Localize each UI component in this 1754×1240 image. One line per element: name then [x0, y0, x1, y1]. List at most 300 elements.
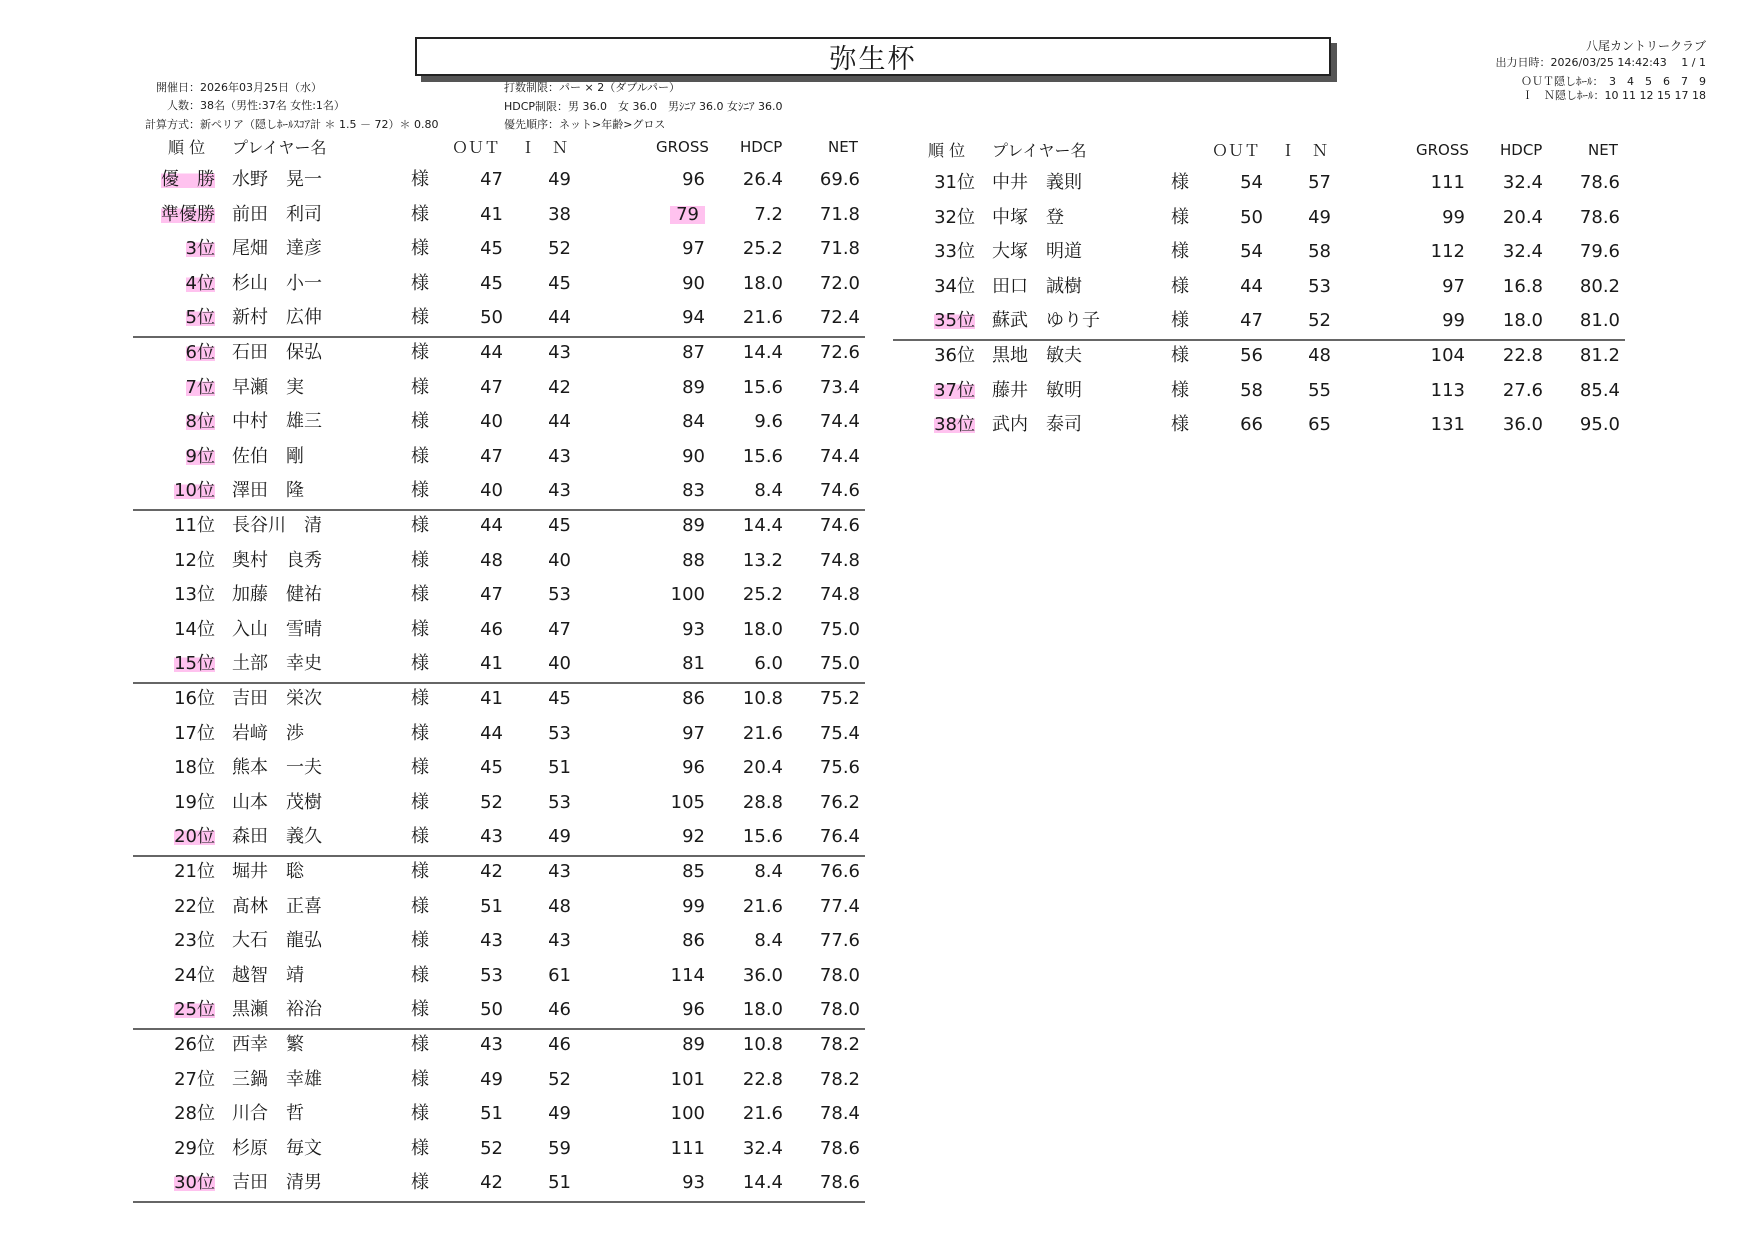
- cell-in: 55: [1308, 379, 1331, 401]
- cell-gross: 114: [670, 964, 705, 986]
- table-row: [893, 168, 1625, 202]
- cell-in: 44: [548, 411, 571, 433]
- honorific: 様: [411, 480, 429, 502]
- cell-gross: 88: [682, 549, 705, 571]
- cell-name: 森田 義久: [232, 826, 322, 848]
- out-hidden-holes: ＯＵＴ隠しﾎｰﾙ： 3 4 5 6 7 9: [1521, 75, 1706, 88]
- cell-name: 中井 義則: [992, 172, 1082, 193]
- cell-in: 49: [548, 1103, 571, 1125]
- cell-out: 44: [480, 342, 503, 363]
- col-in: Ｉ Ｎ: [1280, 141, 1329, 160]
- cell-name: 吉田 清男: [232, 1172, 322, 1194]
- cell-gross: 89: [682, 376, 705, 398]
- table-row: [133, 303, 865, 337]
- cell-gross: 97: [682, 238, 705, 260]
- cell-name: 奥村 良秀: [232, 549, 322, 571]
- cell-rank: 準優勝: [161, 203, 215, 225]
- cell-hdcp: 32.4: [742, 1137, 783, 1159]
- table-row: [133, 407, 865, 441]
- cell-hdcp: 20.4: [1502, 206, 1543, 228]
- cell-rank: 28位: [174, 1103, 215, 1125]
- honorific: 様: [1171, 172, 1189, 193]
- cell-name: 大石 龍弘: [232, 930, 322, 952]
- cell-rank: 25位: [174, 999, 215, 1021]
- cell-hdcp: 8.4: [754, 861, 783, 882]
- cell-in: 48: [1308, 345, 1331, 366]
- cell-rank: 8位: [185, 411, 215, 433]
- cell-out: 45: [480, 757, 503, 779]
- cell-name: 岩﨑 渉: [232, 722, 304, 744]
- cell-net: 81.2: [1579, 345, 1620, 366]
- table-row: [133, 822, 865, 856]
- cell-out: 43: [480, 1034, 503, 1055]
- table-row: [133, 580, 865, 614]
- table-row: [133, 476, 865, 510]
- cell-hdcp: 14.4: [742, 342, 783, 363]
- cell-name: 杉原 毎文: [232, 1137, 322, 1159]
- honorific: 様: [1171, 414, 1189, 436]
- cell-hdcp: 9.6: [754, 411, 783, 433]
- cell-rank: 22位: [174, 895, 215, 917]
- cell-net: 78.6: [1579, 172, 1620, 193]
- honorific: 様: [411, 688, 429, 709]
- honorific: 様: [411, 411, 429, 433]
- cell-rank: 33位: [934, 241, 975, 263]
- cell-net: 78.0: [819, 999, 860, 1021]
- cell-out: 52: [480, 1137, 503, 1159]
- cell-gross: 89: [682, 1034, 705, 1055]
- cell-out: 51: [480, 1103, 503, 1125]
- cell-out: 50: [480, 307, 503, 329]
- cell-name: 三鍋 幸雄: [232, 1068, 322, 1090]
- cell-name: 田口 誠樹: [992, 275, 1082, 297]
- col-out: ＯＵＴ: [452, 138, 501, 157]
- cell-hdcp: 21.6: [742, 722, 783, 744]
- honorific: 様: [411, 584, 429, 606]
- cell-in: 49: [1308, 206, 1331, 228]
- cell-name: 堀井 聡: [232, 861, 304, 882]
- table-row: [133, 1065, 865, 1099]
- cell-rank: 16位: [174, 688, 215, 709]
- cell-gross: 97: [682, 722, 705, 744]
- cell-in: 53: [548, 584, 571, 606]
- table-row: [133, 373, 865, 407]
- cell-gross: 96: [682, 169, 705, 190]
- cell-in: 52: [548, 238, 571, 260]
- cell-gross: 99: [1442, 206, 1465, 228]
- honorific: 様: [411, 1137, 429, 1159]
- cell-name: 西幸 繁: [232, 1034, 304, 1055]
- cell-in: 57: [1308, 172, 1331, 193]
- table-row: [133, 615, 865, 649]
- cell-rank: 17位: [174, 722, 215, 744]
- cell-rank: 13位: [174, 584, 215, 606]
- cell-gross: 90: [682, 445, 705, 467]
- cell-in: 52: [548, 1068, 571, 1090]
- cell-out: 50: [1240, 206, 1263, 228]
- cell-in: 51: [548, 757, 571, 779]
- honorific: 様: [411, 722, 429, 744]
- cell-hdcp: 28.8: [742, 791, 783, 813]
- cell-name: 山本 茂樹: [232, 791, 322, 813]
- cell-name: 熊本 一夫: [232, 757, 322, 779]
- cell-in: 59: [548, 1137, 571, 1159]
- cell-hdcp: 14.4: [742, 1172, 783, 1194]
- cell-rank: 30位: [174, 1172, 215, 1194]
- cell-hdcp: 26.4: [742, 169, 783, 190]
- col-rank: 順 位: [928, 141, 966, 160]
- cell-gross: 97: [1442, 275, 1465, 297]
- output-datetime: 出力日時：2026/03/25 14:42:43 1 / 1: [1495, 56, 1706, 69]
- honorific: 様: [1171, 275, 1189, 297]
- honorific: 様: [411, 445, 429, 467]
- cell-name: 佐伯 剛: [232, 445, 304, 467]
- cell-gross: 92: [682, 826, 705, 848]
- table-row: [893, 272, 1625, 306]
- table-row: [133, 892, 865, 926]
- cell-gross: 81: [682, 653, 705, 675]
- honorific: 様: [411, 1034, 429, 1055]
- cell-name: 中塚 登: [992, 206, 1064, 228]
- cell-in: 43: [548, 930, 571, 952]
- cell-hdcp: 36.0: [742, 964, 783, 986]
- cell-net: 79.6: [1579, 241, 1620, 263]
- cell-name: 加藤 健祐: [232, 584, 322, 606]
- cell-out: 47: [480, 169, 503, 190]
- cell-in: 48: [548, 895, 571, 917]
- cell-in: 53: [1308, 275, 1331, 297]
- honorific: 様: [411, 999, 429, 1021]
- cell-rank: 26位: [174, 1034, 215, 1055]
- col-hdcp: HDCP: [1500, 141, 1543, 159]
- cell-out: 41: [480, 653, 503, 675]
- cell-in: 49: [548, 826, 571, 848]
- cell-net: 75.6: [819, 757, 860, 779]
- cell-in: 45: [548, 688, 571, 709]
- honorific: 様: [411, 791, 429, 813]
- honorific: 様: [411, 238, 429, 260]
- cell-rank: 19位: [174, 791, 215, 813]
- cell-hdcp: 25.2: [742, 584, 783, 606]
- in-hidden-holes: Ｉ Ｎ隠しﾎｰﾙ：10 11 12 15 17 18: [1522, 89, 1706, 102]
- cell-out: 58: [1240, 379, 1263, 401]
- cell-out: 40: [480, 411, 503, 433]
- table-row: [133, 1168, 865, 1202]
- col-hdcp: HDCP: [740, 138, 783, 156]
- cell-gross: 113: [1430, 379, 1465, 401]
- cell-in: 45: [548, 272, 571, 294]
- stroke-limit: 打数制限：パー × 2（ダブルパー）: [504, 81, 680, 94]
- cell-out: 52: [480, 791, 503, 813]
- cell-rank: 32位: [934, 206, 975, 228]
- table-row: [133, 684, 865, 718]
- table-row: [893, 203, 1625, 237]
- cell-in: 61: [548, 964, 571, 986]
- cell-net: 74.8: [819, 549, 860, 571]
- cell-net: 74.4: [819, 411, 860, 433]
- cell-rank: 36位: [934, 345, 975, 366]
- cell-in: 42: [548, 376, 571, 398]
- cell-hdcp: 8.4: [754, 930, 783, 952]
- table-row: [133, 234, 865, 268]
- col-gross: GROSS: [656, 138, 709, 156]
- cell-name: 入山 雪晴: [232, 618, 322, 640]
- cell-hdcp: 18.0: [742, 272, 783, 294]
- honorific: 様: [1171, 241, 1189, 263]
- cell-gross: 87: [682, 342, 705, 363]
- cell-in: 53: [548, 791, 571, 813]
- cell-name: 新村 広伸: [232, 307, 322, 329]
- cell-gross: 96: [682, 757, 705, 779]
- cell-rank: 3位: [185, 238, 215, 260]
- cell-gross: 104: [1430, 345, 1465, 366]
- honorific: 様: [411, 169, 429, 190]
- cell-net: 75.2: [819, 688, 860, 709]
- cell-in: 51: [548, 1172, 571, 1194]
- honorific: 様: [411, 203, 429, 225]
- cell-net: 75.0: [819, 653, 860, 675]
- cell-name: 石田 保弘: [232, 342, 322, 363]
- cell-rank: 18位: [174, 757, 215, 779]
- cell-net: 81.0: [1579, 310, 1620, 332]
- cell-gross: 101: [670, 1068, 705, 1090]
- honorific: 様: [411, 653, 429, 675]
- cell-in: 65: [1308, 414, 1331, 436]
- cell-net: 77.6: [819, 930, 860, 952]
- cell-net: 76.6: [819, 861, 860, 882]
- cell-hdcp: 15.6: [742, 376, 783, 398]
- cell-rank: 4位: [185, 272, 215, 294]
- cell-hdcp: 21.6: [742, 895, 783, 917]
- table-row: [133, 1134, 865, 1168]
- cell-name: 黒地 敏夫: [992, 345, 1082, 366]
- cell-out: 45: [480, 272, 503, 294]
- cell-in: 38: [548, 203, 571, 225]
- col-rank: 順 位: [168, 138, 206, 157]
- honorific: 様: [411, 376, 429, 398]
- cell-hdcp: 14.4: [742, 515, 783, 536]
- group-divider: [133, 1201, 865, 1203]
- cell-in: 46: [548, 1034, 571, 1055]
- col-net: NET: [828, 138, 858, 156]
- cell-rank: 6位: [185, 342, 215, 363]
- col-gross: GROSS: [1416, 141, 1469, 159]
- honorific: 様: [411, 895, 429, 917]
- cell-net: 72.0: [819, 272, 860, 294]
- cell-rank: 7位: [185, 376, 215, 398]
- cell-out: 47: [1240, 310, 1263, 332]
- cell-gross: 90: [682, 272, 705, 294]
- cell-name: 前田 利司: [232, 203, 322, 225]
- cell-gross: 100: [670, 584, 705, 606]
- cell-name: 黒瀬 裕治: [232, 999, 322, 1021]
- cell-hdcp: 22.8: [1502, 345, 1543, 366]
- cell-hdcp: 21.6: [742, 1103, 783, 1125]
- table-row: [133, 546, 865, 580]
- cell-in: 43: [548, 480, 571, 502]
- participant-count: 人数：38名（男性:37名 女性:1名）: [167, 99, 345, 112]
- cell-in: 43: [548, 861, 571, 882]
- cell-out: 45: [480, 238, 503, 260]
- cell-out: 42: [480, 861, 503, 882]
- cell-net: 74.6: [819, 515, 860, 536]
- cell-name: 早瀬 実: [232, 376, 304, 398]
- honorific: 様: [411, 1068, 429, 1090]
- cell-net: 78.4: [819, 1103, 860, 1125]
- cell-in: 58: [1308, 241, 1331, 263]
- cell-in: 43: [548, 445, 571, 467]
- honorific: 様: [1171, 345, 1189, 366]
- cell-hdcp: 18.0: [742, 999, 783, 1021]
- cell-net: 76.4: [819, 826, 860, 848]
- cell-net: 73.4: [819, 376, 860, 398]
- cell-rank: 9位: [185, 445, 215, 467]
- cell-rank: 11位: [174, 515, 215, 536]
- cell-out: 54: [1240, 172, 1263, 193]
- table-row: [893, 237, 1625, 271]
- cell-in: 53: [548, 722, 571, 744]
- event-date: 開催日：2026年03月25日（水）: [156, 81, 322, 94]
- cell-in: 44: [548, 307, 571, 329]
- col-out: ＯＵＴ: [1212, 141, 1261, 160]
- cell-net: 74.4: [819, 445, 860, 467]
- cell-gross: 85: [682, 861, 705, 882]
- cell-out: 43: [480, 930, 503, 952]
- table-row: [133, 649, 865, 683]
- table-row: [133, 857, 865, 891]
- cell-rank: 15位: [174, 653, 215, 675]
- cell-rank: 37位: [934, 379, 975, 401]
- cell-in: 45: [548, 515, 571, 536]
- cell-name: 川合 哲: [232, 1103, 304, 1125]
- cell-gross: 84: [682, 411, 705, 433]
- cell-out: 51: [480, 895, 503, 917]
- cell-rank: 31位: [934, 172, 975, 193]
- cell-in: 43: [548, 342, 571, 363]
- honorific: 様: [411, 1103, 429, 1125]
- cell-hdcp: 21.6: [742, 307, 783, 329]
- cell-gross: 111: [670, 1137, 705, 1159]
- calc-method: 計算方式：新ペリア（隠しﾎｰﾙｽｺｱ計 ＊ 1.5 － 72）＊ 0.80: [145, 118, 439, 131]
- cell-rank: 14位: [174, 618, 215, 640]
- cell-net: 75.0: [819, 618, 860, 640]
- cell-net: 78.2: [819, 1068, 860, 1090]
- cell-gross: 99: [1442, 310, 1465, 332]
- honorific: 様: [411, 515, 429, 536]
- cell-out: 44: [1240, 275, 1263, 297]
- cell-rank: 5位: [185, 307, 215, 329]
- table-row: [133, 1030, 865, 1064]
- cell-name: 越智 靖: [232, 964, 304, 986]
- honorific: 様: [411, 757, 429, 779]
- table-row: [133, 753, 865, 787]
- table-row: [133, 511, 865, 545]
- cell-rank: 38位: [934, 414, 975, 436]
- table-row: [133, 200, 865, 234]
- cell-name: 髙林 正喜: [232, 895, 322, 917]
- cell-net: 95.0: [1579, 414, 1620, 436]
- cell-net: 78.0: [819, 964, 860, 986]
- table-row: [893, 410, 1625, 444]
- cell-hdcp: 13.2: [742, 549, 783, 571]
- cell-net: 78.2: [819, 1034, 860, 1055]
- cell-name: 土部 幸史: [232, 653, 322, 675]
- cell-in: 46: [548, 999, 571, 1021]
- cell-out: 40: [480, 480, 503, 502]
- cell-gross: 112: [1430, 241, 1465, 263]
- cell-name: 水野 晃一: [232, 169, 322, 190]
- honorific: 様: [411, 1172, 429, 1194]
- cell-gross: 99: [682, 895, 705, 917]
- cell-net: 80.2: [1579, 275, 1620, 297]
- cell-hdcp: 10.8: [742, 688, 783, 709]
- cell-net: 69.6: [819, 169, 860, 190]
- cell-hdcp: 6.0: [754, 653, 783, 675]
- cell-rank: 27位: [174, 1068, 215, 1090]
- cell-hdcp: 10.8: [742, 1034, 783, 1055]
- cell-in: 52: [1308, 310, 1331, 332]
- cell-net: 78.6: [819, 1172, 860, 1194]
- honorific: 様: [411, 826, 429, 848]
- cell-net: 74.8: [819, 584, 860, 606]
- cell-net: 71.8: [819, 203, 860, 225]
- honorific: 様: [411, 964, 429, 986]
- cell-gross: 83: [682, 480, 705, 502]
- table-row: [133, 719, 865, 753]
- honorific: 様: [411, 549, 429, 571]
- cell-gross: 94: [682, 307, 705, 329]
- cell-out: 49: [480, 1068, 503, 1090]
- cell-rank: 23位: [174, 930, 215, 952]
- cell-in: 47: [548, 618, 571, 640]
- cell-name: 武内 泰司: [992, 414, 1082, 436]
- cell-gross: 93: [682, 618, 705, 640]
- cell-out: 54: [1240, 241, 1263, 263]
- cell-out: 47: [480, 445, 503, 467]
- cell-name: 杉山 小一: [232, 272, 322, 294]
- cell-name: 長谷川 清: [232, 515, 322, 536]
- cell-rank: 35位: [934, 310, 975, 332]
- cell-rank: 12位: [174, 549, 215, 571]
- cell-hdcp: 20.4: [742, 757, 783, 779]
- cell-net: 85.4: [1579, 379, 1620, 401]
- cell-hdcp: 16.8: [1502, 275, 1543, 297]
- col-in: Ｉ Ｎ: [520, 138, 569, 157]
- cell-hdcp: 32.4: [1502, 241, 1543, 263]
- cell-name: 尾畑 達彦: [232, 238, 322, 260]
- cell-name: 中村 雄三: [232, 411, 322, 433]
- cell-out: 48: [480, 549, 503, 571]
- cell-name: 藤井 敏明: [992, 379, 1082, 401]
- cell-gross: 100: [670, 1103, 705, 1125]
- col-player: プレイヤー名: [992, 141, 1087, 160]
- table-row: [893, 306, 1625, 340]
- cell-out: 47: [480, 376, 503, 398]
- cell-rank: 20位: [174, 826, 215, 848]
- cell-hdcp: 8.4: [754, 480, 783, 502]
- cell-name: 澤田 隆: [232, 480, 304, 502]
- table-row: [133, 338, 865, 372]
- table-row: [133, 788, 865, 822]
- cell-rank: 21位: [174, 861, 215, 882]
- cell-gross: 131: [1430, 414, 1465, 436]
- cell-out: 44: [480, 515, 503, 536]
- col-net: NET: [1588, 141, 1618, 159]
- cell-out: 43: [480, 826, 503, 848]
- cell-net: 71.8: [819, 238, 860, 260]
- cell-out: 41: [480, 688, 503, 709]
- table-row: [133, 926, 865, 960]
